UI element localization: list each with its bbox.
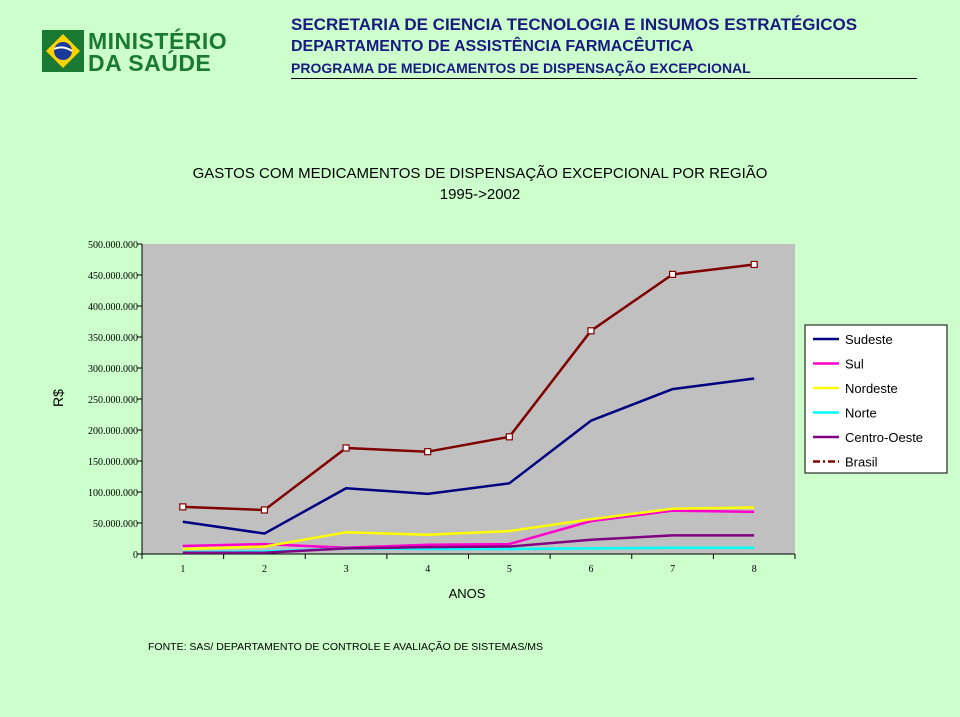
chart-subtitle: 1995->2002 <box>439 186 521 203</box>
legend-label-nordeste: Nordeste <box>845 381 898 396</box>
source-note: FONTE: SAS/ DEPARTAMENTO DE CONTROLE E AVALIAÇÃO DE SISTEMAS/MS <box>148 641 543 653</box>
x-tick-label: 7 <box>670 564 676 575</box>
x-tick-label: 3 <box>343 564 349 575</box>
data-point-brasil <box>180 504 186 510</box>
x-axis-label: ANOS <box>448 586 486 601</box>
y-tick-label: 100.000.000 <box>88 488 138 499</box>
x-tick-label: 8 <box>751 564 757 575</box>
data-point-brasil <box>261 507 267 513</box>
y-tick-label: 0 <box>133 550 138 561</box>
header-departamento: DEPARTAMENTO DE ASSISTÊNCIA FARMACÊUTICA <box>291 38 694 55</box>
data-point-brasil <box>751 261 757 267</box>
y-tick-label: 400.000.000 <box>88 302 138 313</box>
legend-label-norte: Norte <box>845 405 877 421</box>
y-tick-label: 150.000.000 <box>88 457 138 468</box>
y-tick-label: 250.000.000 <box>88 395 138 406</box>
data-point-brasil <box>506 434 512 440</box>
y-axis <box>88 240 142 561</box>
y-tick-label: 450.000.000 <box>88 271 138 282</box>
legend-box <box>805 325 947 473</box>
x-tick-label: 1 <box>180 564 186 575</box>
x-tick-label: 6 <box>588 564 594 575</box>
logo-line-2: DA SAÚDE <box>88 50 212 76</box>
data-point-brasil <box>588 328 594 334</box>
data-point-brasil <box>425 449 431 455</box>
y-tick-label: 500.000.000 <box>88 240 138 251</box>
legend-label-sul: Sul <box>845 356 864 372</box>
x-tick-label: 4 <box>425 564 431 575</box>
legend <box>805 325 947 473</box>
chart-title: GASTOS COM MEDICAMENTOS DE DISPENSAÇÃO EXCEPCIONAL POR REGIÃO <box>192 165 768 182</box>
logo-line-1: MINISTÉRIO <box>88 28 228 54</box>
y-tick-label: 50.000.000 <box>93 519 138 530</box>
data-point-brasil <box>343 445 349 451</box>
legend-label-centro-oeste: Centro-Oeste <box>845 430 924 445</box>
y-tick-label: 300.000.000 <box>88 364 138 375</box>
x-tick-label: 2 <box>261 564 267 575</box>
y-tick-label: 200.000.000 <box>88 426 138 437</box>
legend-label-brasil: Brasil <box>845 454 878 470</box>
header-secretaria: SECRETARIA DE CIENCIA TECNOLOGIA E INSUMOS ESTRATÉGICOS <box>291 15 858 34</box>
legend-label-sudeste: Sudeste <box>845 332 893 347</box>
data-point-brasil <box>670 271 676 277</box>
x-tick-label: 5 <box>506 564 512 575</box>
y-axis-label: R$ <box>50 389 66 407</box>
header-programa: PROGRAMA DE MEDICAMENTOS DE DISPENSAÇÃO EXCEPCIONAL <box>291 60 751 76</box>
x-axis <box>142 554 795 575</box>
y-tick-label: 350.000.000 <box>88 333 138 344</box>
